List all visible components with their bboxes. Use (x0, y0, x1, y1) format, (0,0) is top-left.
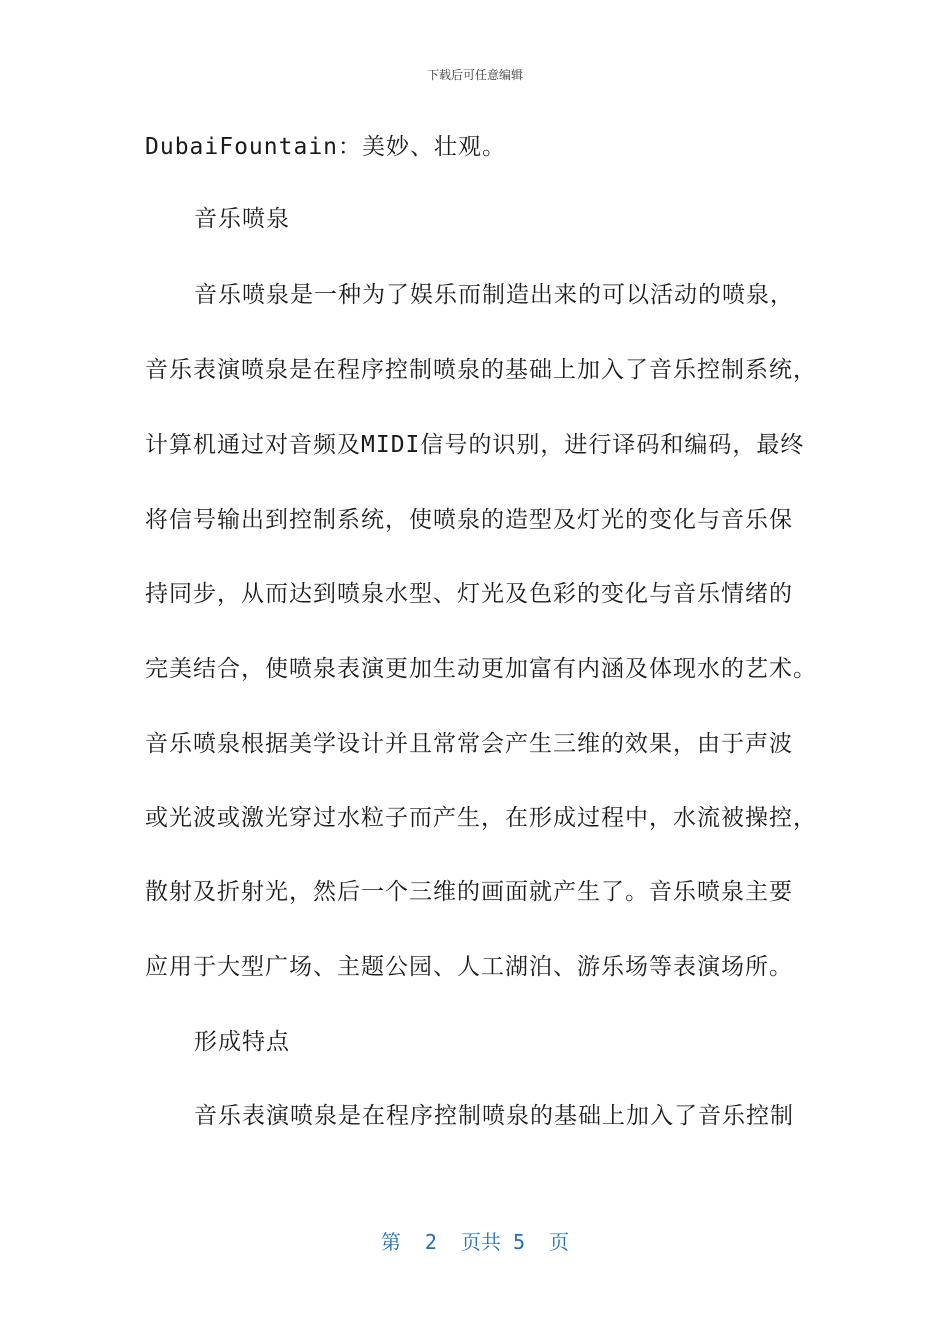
page-header: 下载后可任意编辑 (426, 68, 523, 82)
body-line-8: 完美结合，使喷泉表演更加生动更加富有内涵及体现水的艺术。 (145, 656, 817, 682)
body-line-11: 散射及折射光，然后一个三维的画面就产生了。音乐喷泉主要 (145, 879, 793, 905)
body-line-6: 将信号输出到控制系统，使喷泉的造型及灯光的变化与音乐保 (145, 507, 793, 533)
body-line-3: 音乐喷泉是一种为了娱乐而制造出来的可以活动的喷泉， (194, 282, 794, 308)
body-line-1: DubaiFountain：美妙、壮观。 (145, 134, 507, 160)
body-line-4: 音乐表演喷泉是在程序控制喷泉的基础上加入了音乐控制系统， (145, 357, 817, 383)
body-line-14: 音乐表演喷泉是在程序控制喷泉的基础上加入了音乐控制 (194, 1103, 794, 1129)
body-line-9: 音乐喷泉根据美学设计并且常常会产生三维的效果，由于声波 (145, 731, 793, 757)
section-heading-features: 形成特点 (194, 1029, 290, 1055)
body-line-10: 或光波或激光穿过水粒子而产生，在形成过程中，水流被操控， (145, 805, 817, 831)
section-heading-music-fountain: 音乐喷泉 (194, 206, 290, 232)
body-line-7: 持同步，从而达到喷泉水型、灯光及色彩的变化与音乐情绪的 (145, 581, 793, 607)
page-number-footer: 第 2 页共 5 页 (380, 1230, 570, 1254)
body-line-5: 计算机通过对音频及MIDI信号的识别，进行译码和编码，最终 (145, 432, 805, 458)
body-line-12: 应用于大型广场、主题公园、人工湖泊、游乐场等表演场所。 (145, 954, 793, 980)
